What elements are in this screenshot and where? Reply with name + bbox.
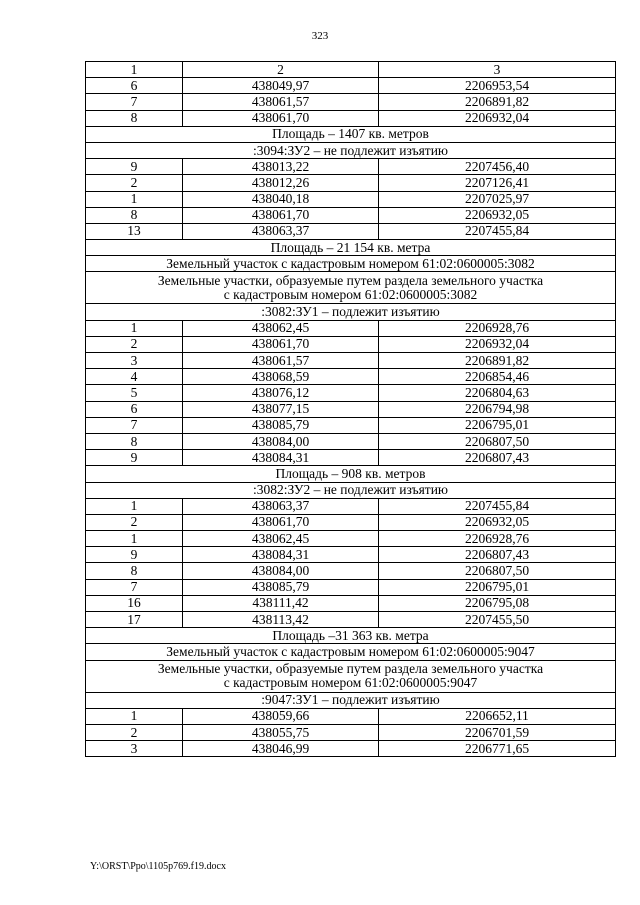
x-coordinate-cell: 438059,66 [183,708,379,724]
point-number-cell: 8 [86,207,183,223]
table-row [86,175,616,191]
column-header-x: 2 [183,62,379,78]
y-coordinate-cell: 2206807,50 [379,433,616,449]
point-number-cell: 1 [86,320,183,336]
x-coordinate-cell: 438085,79 [183,579,379,595]
column-header-number: 1 [86,62,183,78]
x-coordinate-cell: 438077,15 [183,401,379,417]
table-row [86,401,616,417]
point-number-cell: 8 [86,110,183,126]
point-number-cell: 5 [86,385,183,401]
x-coordinate-cell: 438063,37 [183,223,379,239]
point-number-cell: 9 [86,547,183,563]
x-coordinate-cell: 438055,75 [183,724,379,740]
table-row [86,433,616,449]
x-coordinate-cell: 438062,45 [183,320,379,336]
y-coordinate-cell: 2207455,84 [379,498,616,514]
y-coordinate-cell: 2206891,82 [379,353,616,369]
y-coordinate-cell: 2206795,08 [379,595,616,611]
x-coordinate-cell: 438084,00 [183,433,379,449]
y-coordinate-cell: 2206807,50 [379,563,616,579]
table-row [86,385,616,401]
y-coordinate-cell: 2206771,65 [379,741,616,757]
point-number-cell: 3 [86,741,183,757]
section-row [86,240,616,256]
x-coordinate-cell: 438068,59 [183,369,379,385]
y-coordinate-cell: 2207456,40 [379,159,616,175]
point-number-cell: 4 [86,369,183,385]
point-number-cell: 1 [86,498,183,514]
x-coordinate-cell: 438111,42 [183,595,379,611]
section-row [86,482,616,498]
table-row [86,531,616,547]
x-coordinate-cell: 438061,70 [183,514,379,530]
y-coordinate-cell: 2206953,54 [379,78,616,94]
table-row [86,450,616,466]
table-row [86,110,616,126]
section-caption: :3082:ЗУ1 – подлежит изъятию [86,304,616,320]
table-row [86,159,616,175]
section-caption: :3094:ЗУ2 – не подлежит изъятию [86,142,616,158]
point-number-cell: 13 [86,223,183,239]
table-row [86,223,616,239]
table-row [86,78,616,94]
x-coordinate-cell: 438063,37 [183,498,379,514]
section-caption: Площадь – 1407 кв. метров [86,126,616,142]
x-coordinate-cell: 438084,31 [183,547,379,563]
header-row [86,62,616,78]
caption-line: с кадастровым номером 61:02:0600005:3082 [223,286,478,302]
point-number-cell: 8 [86,433,183,449]
point-number-cell: 7 [86,94,183,110]
section-caption: Земельный участок с кадастровым номером 61:02:0600005:3082 [86,256,616,272]
y-coordinate-cell: 2206932,04 [379,110,616,126]
y-coordinate-cell: 2207455,84 [379,223,616,239]
y-coordinate-cell: 2206795,01 [379,417,616,433]
y-coordinate-cell: 2206854,46 [379,369,616,385]
y-coordinate-cell: 2206795,01 [379,579,616,595]
table-row [86,612,616,628]
table-row [86,563,616,579]
x-coordinate-cell: 438085,79 [183,417,379,433]
section-row [86,142,616,158]
x-coordinate-cell: 438113,42 [183,612,379,628]
section-row [86,272,616,304]
section-row [86,692,616,708]
section-row [86,126,616,142]
y-coordinate-cell: 2207455,50 [379,612,616,628]
table-row [86,514,616,530]
page-number: 323 [311,30,329,42]
coordinates-table-body [86,62,616,757]
y-coordinate-cell: 2206701,59 [379,724,616,740]
table-row [86,369,616,385]
file-path-footer: Y:\ORST\Ppo\1105p769.f19.docx [90,861,226,872]
section-caption: Площадь – 21 154 кв. метра [86,240,616,256]
point-number-cell: 7 [86,417,183,433]
table-row [86,741,616,757]
point-number-cell: 16 [86,595,183,611]
coordinates-table [85,61,616,757]
table-row [86,207,616,223]
y-coordinate-cell: 2206932,05 [379,207,616,223]
y-coordinate-cell: 2207025,97 [379,191,616,207]
point-number-cell: 6 [86,78,183,94]
x-coordinate-cell: 438040,18 [183,191,379,207]
point-number-cell: 1 [86,531,183,547]
section-caption: Площадь –31 363 кв. метра [86,628,616,644]
point-number-cell: 1 [86,708,183,724]
y-coordinate-cell: 2206932,05 [379,514,616,530]
point-number-cell: 2 [86,336,183,352]
x-coordinate-cell: 438012,26 [183,175,379,191]
section-caption: :3082:ЗУ2 – не подлежит изъятию [86,482,616,498]
x-coordinate-cell: 438049,97 [183,78,379,94]
caption-line: Земельные участки, образуемые путем раздела земельного участка [157,661,544,677]
y-coordinate-cell: 2206807,43 [379,547,616,563]
section-caption: :9047:ЗУ1 – подлежит изъятию [86,692,616,708]
table-row [86,708,616,724]
section-row [86,660,616,692]
caption-line: с кадастровым номером 61:02:0600005:9047 [223,675,478,691]
x-coordinate-cell: 438061,70 [183,207,379,223]
point-number-cell: 2 [86,175,183,191]
table-row [86,94,616,110]
point-number-cell: 2 [86,514,183,530]
x-coordinate-cell: 438013,22 [183,159,379,175]
section-caption-multiline [86,272,616,304]
y-coordinate-cell: 2207126,41 [379,175,616,191]
point-number-cell: 2 [86,724,183,740]
table-row [86,353,616,369]
x-coordinate-cell: 438084,31 [183,450,379,466]
y-coordinate-cell: 2206891,82 [379,94,616,110]
point-number-cell: 9 [86,450,183,466]
y-coordinate-cell: 2206807,43 [379,450,616,466]
table-row [86,724,616,740]
section-caption: Земельный участок с кадастровым номером 61:02:0600005:9047 [86,644,616,660]
point-number-cell: 17 [86,612,183,628]
point-number-cell: 6 [86,401,183,417]
column-header-y: 3 [379,62,616,78]
y-coordinate-cell: 2206804,63 [379,385,616,401]
y-coordinate-cell: 2206928,76 [379,320,616,336]
x-coordinate-cell: 438061,70 [183,336,379,352]
caption-line: Земельные участки, образуемые путем раздела земельного участка [157,272,544,288]
point-number-cell: 8 [86,563,183,579]
x-coordinate-cell: 438061,70 [183,110,379,126]
section-caption: Площадь – 908 кв. метров [86,466,616,482]
table-row [86,336,616,352]
section-row [86,644,616,660]
point-number-cell: 1 [86,191,183,207]
x-coordinate-cell: 438061,57 [183,353,379,369]
section-row [86,466,616,482]
section-row [86,256,616,272]
point-number-cell: 7 [86,579,183,595]
section-row [86,304,616,320]
x-coordinate-cell: 438076,12 [183,385,379,401]
point-number-cell: 9 [86,159,183,175]
y-coordinate-cell: 2206794,98 [379,401,616,417]
y-coordinate-cell: 2206932,04 [379,336,616,352]
table-row [86,498,616,514]
x-coordinate-cell: 438084,00 [183,563,379,579]
table-row [86,417,616,433]
x-coordinate-cell: 438061,57 [183,94,379,110]
table-row [86,579,616,595]
table-row [86,191,616,207]
y-coordinate-cell: 2206652,11 [379,708,616,724]
section-row [86,628,616,644]
section-caption-multiline [86,660,616,692]
table-row [86,595,616,611]
x-coordinate-cell: 438062,45 [183,531,379,547]
x-coordinate-cell: 438046,99 [183,741,379,757]
table-row [86,320,616,336]
point-number-cell: 3 [86,353,183,369]
y-coordinate-cell: 2206928,76 [379,531,616,547]
table-row [86,547,616,563]
